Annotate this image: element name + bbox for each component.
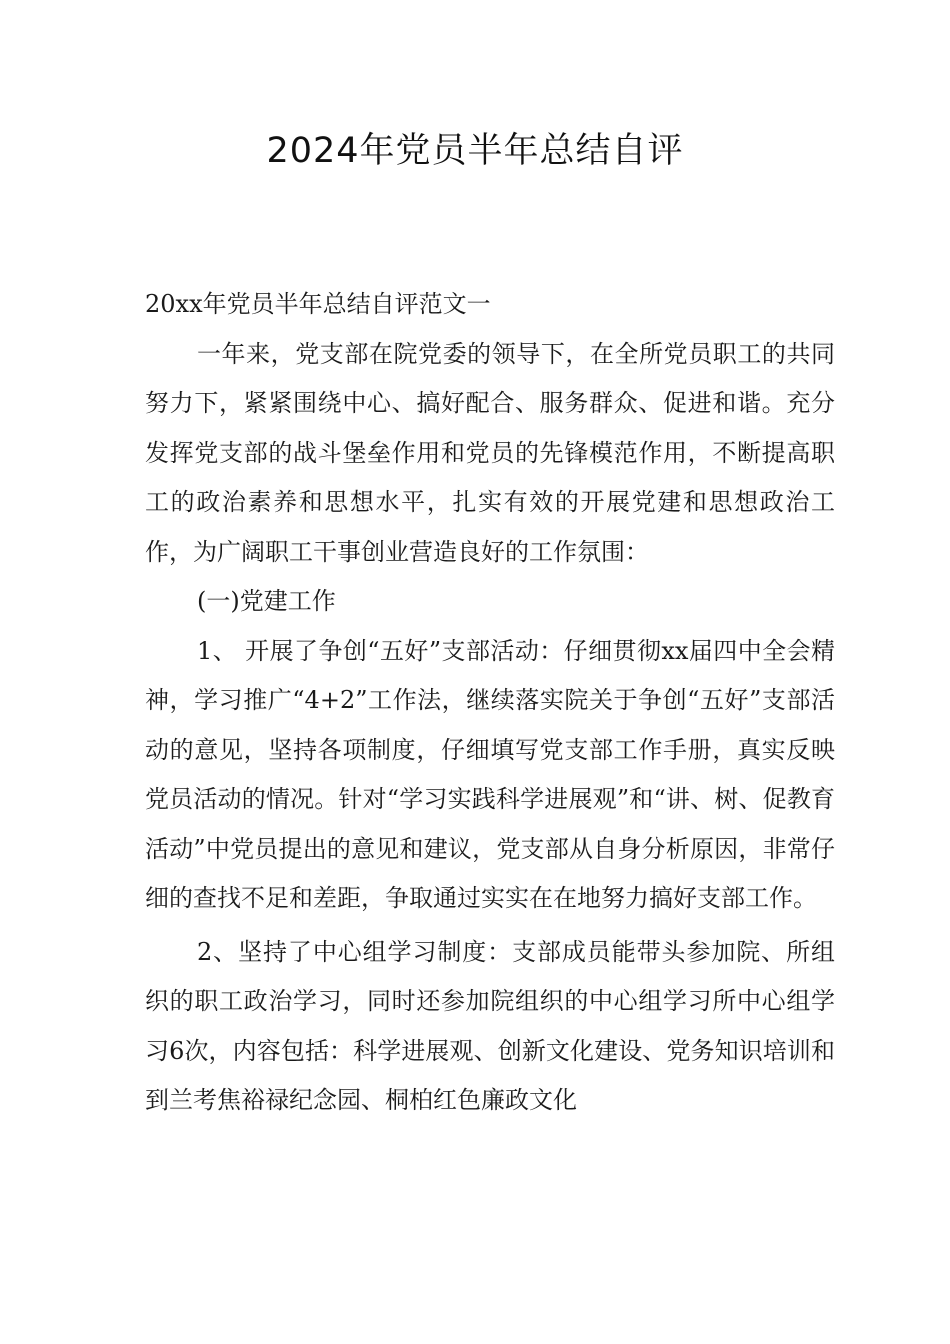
section-heading-party-building: (一)党建工作 xyxy=(197,587,336,615)
document-subtitle: 20xx年党员半年总结自评范文一 xyxy=(145,290,491,318)
paragraph-item-1: 1、 开展了争创“五好”支部活动：仔细贯彻xx届四中全会精神，学习推广“4+2”工作法，继续落实院关于争创“五好”支部活动的意见，坚持各项制度，仔细填写党支部工作手册，真实反映党员活动的情况。针对“学习实践科学进展观”和“讲、树、促教育活动”中党员提出的意见和建议，党支部从自身分析原因，非常仔细的查找不足和差距，争取通过实实在在地努力搞好支部工作。 xyxy=(145,636,835,912)
paragraph-item-2: 2、坚持了中心组学习制度：支部成员能带头参加院、所组织的职工政治学习，同时还参加院组织的中心组学习所中心组学习6次，内容包括：科学进展观、创新文化建设、党务知识培训和到兰考焦裕禄纪念园、桐柏红色廉政文化 xyxy=(145,937,835,1114)
document-body xyxy=(145,280,835,1126)
paragraph-intro: 一年来，党支部在院党委的领导下，在全所党员职工的共同努力下，紧紧围绕中心、搞好配合、服务群众、促进和谐。充分发挥党支部的战斗堡垒作用和党员的先锋模范作用，不断提高职工的政治素养和思想水平，扎实有效的开展党建和思想政治工作，为广阔职工干事创业营造良好的工作氛围： xyxy=(145,339,835,566)
document-title: 2024年党员半年总结自评 xyxy=(266,131,684,171)
